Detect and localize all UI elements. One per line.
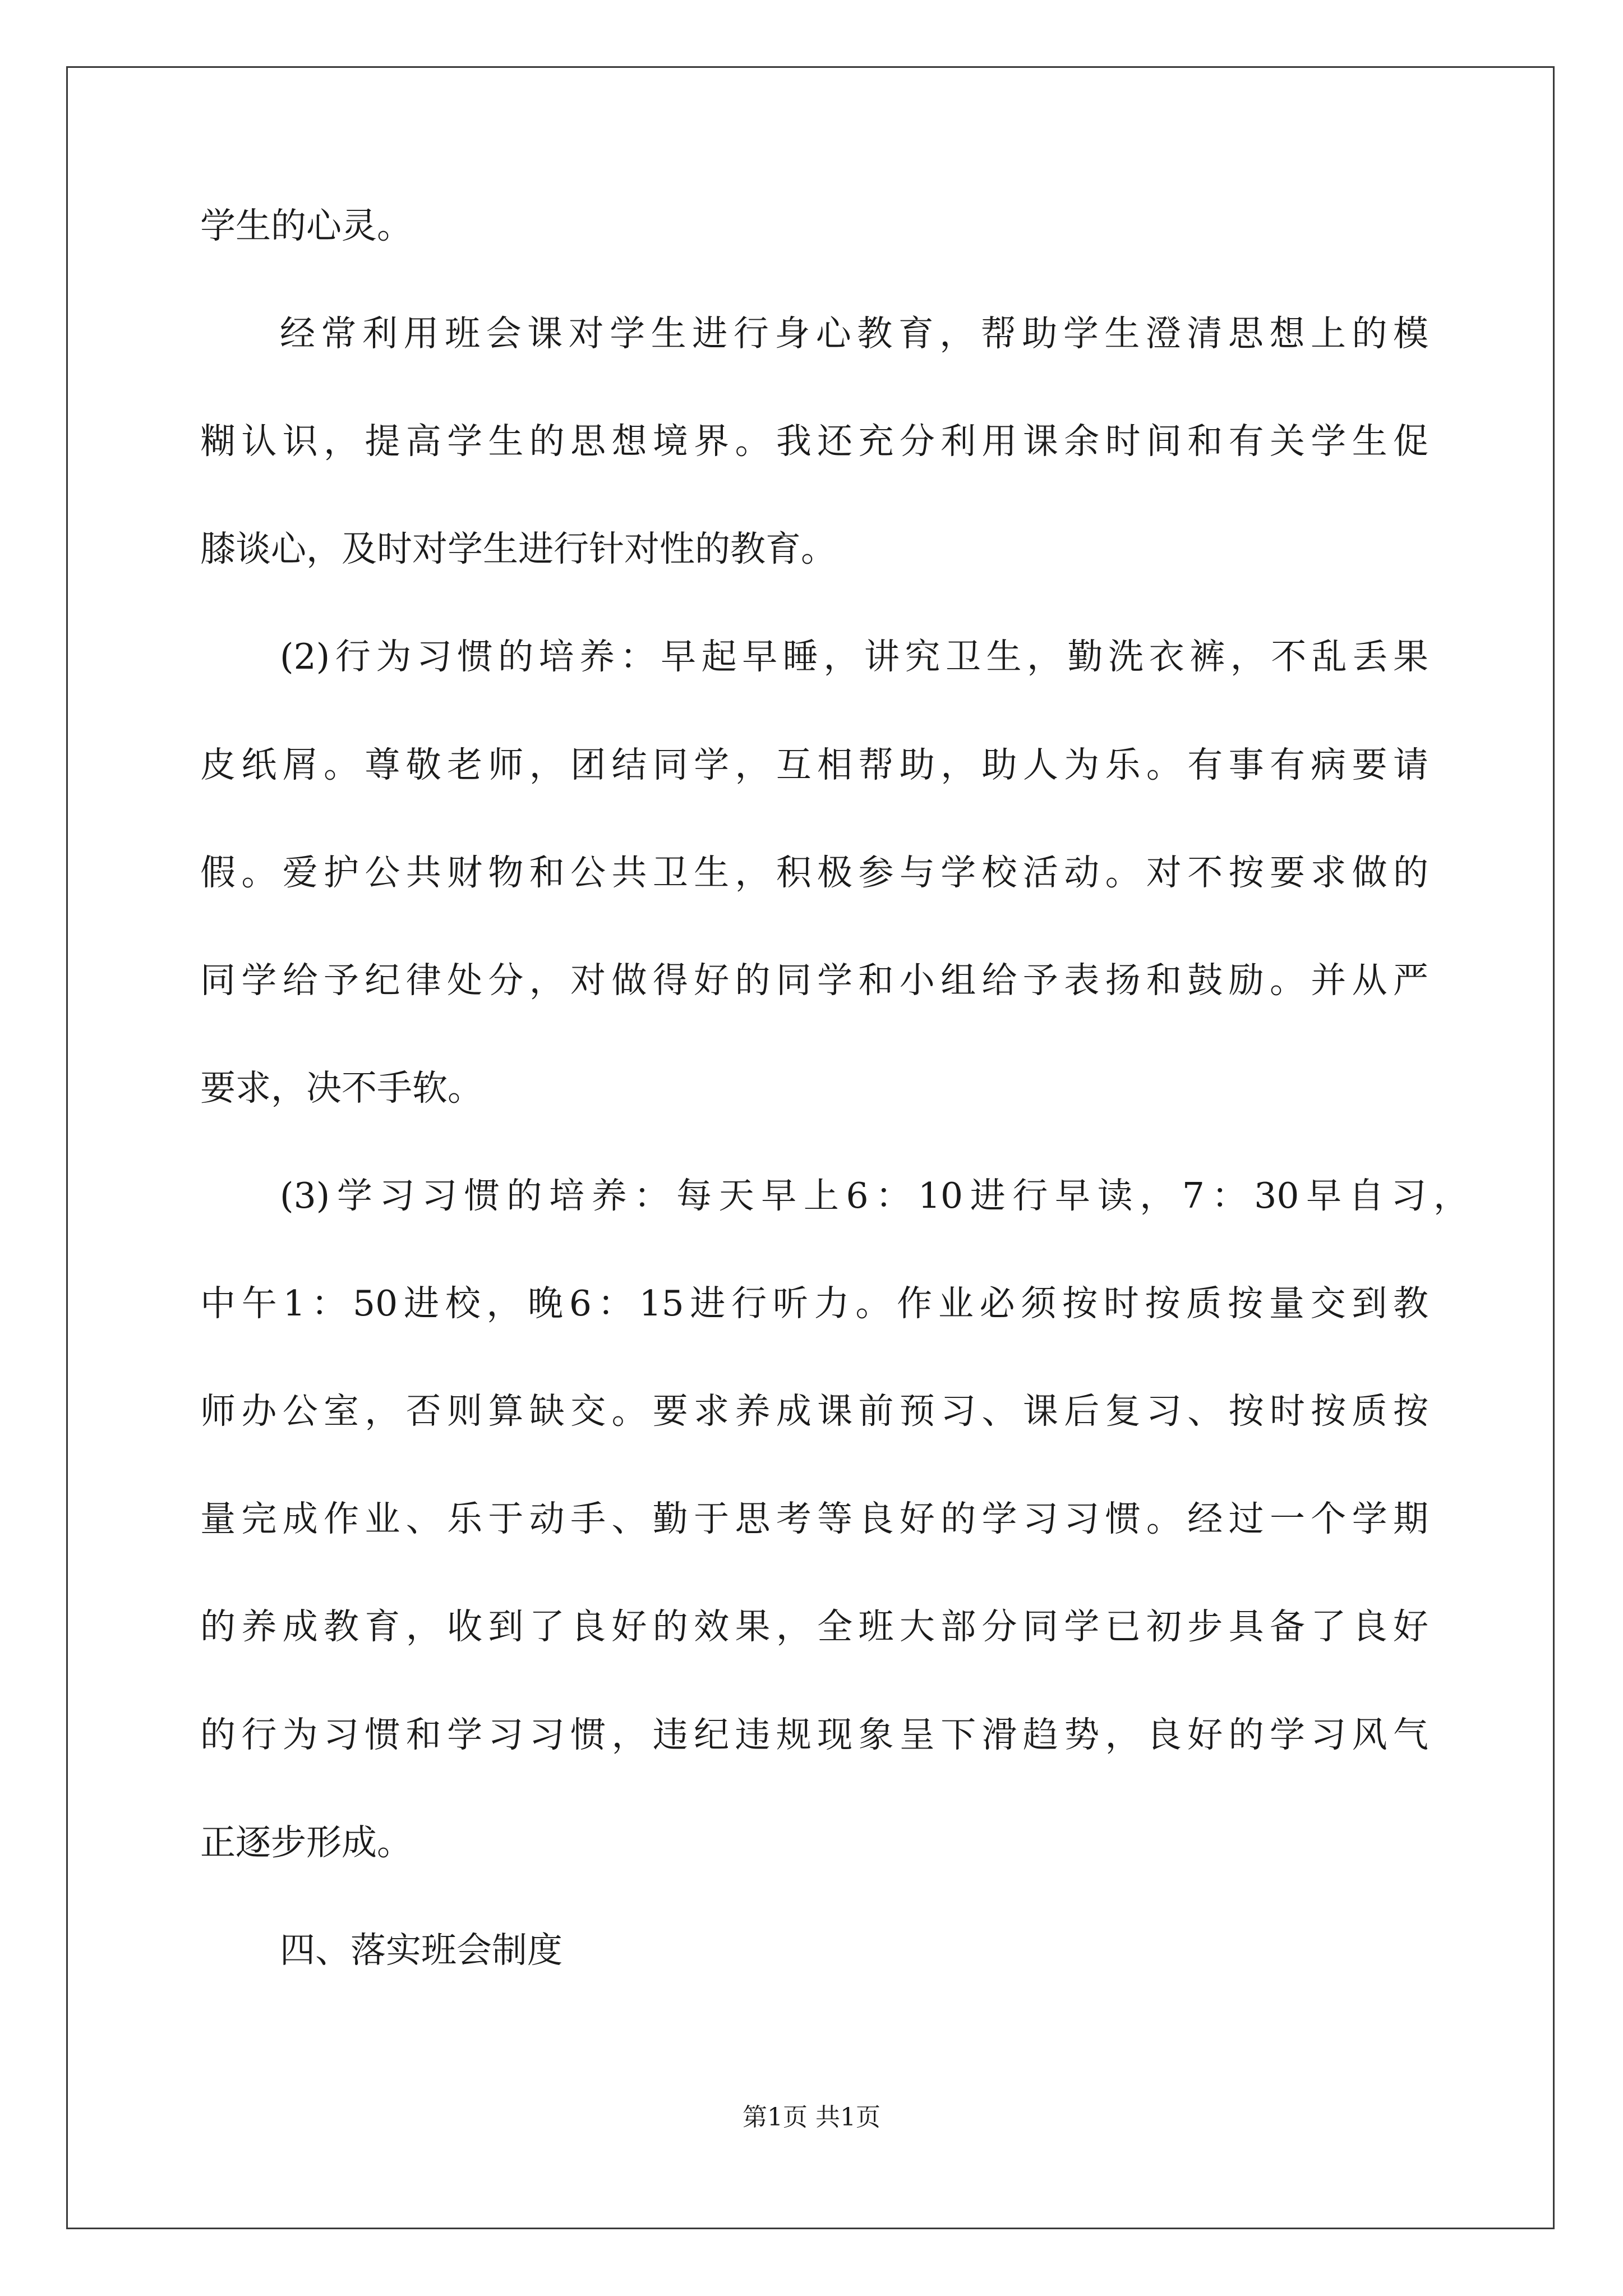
text-line: (2)行为习惯的培养：早起早睡，讲究卫生，勤洗衣裤，不乱丢果 [280, 636, 1428, 677]
text-line: 师办公室，否则算缺交。要求养成课前预习、课后复习、按时按质按 [200, 1391, 1428, 1432]
text-line: 经常利用班会课对学生进行身心教育，帮助学生澄清思想上的模 [280, 313, 1428, 354]
text-line: 量完成作业、乐于动手、勤于思考等良好的学习习惯。经过一个学期 [200, 1498, 1428, 1539]
text-line: 中午1：50进校，晚6：15进行听力。作业必须按时按质按量交到教 [200, 1283, 1428, 1324]
text-line: 的养成教育，收到了良好的效果，全班大部分同学已初步具备了良好 [200, 1606, 1428, 1647]
page-number: 第1页 共1页 [743, 2103, 880, 2132]
text-line: 的行为习惯和学习习惯，违纪违规现象呈下滑趋势，良好的学习风气 [200, 1714, 1428, 1755]
text-line: 要求，决不手软。 [200, 1068, 483, 1108]
text-line: 同学给予纪律处分，对做得好的同学和小组给予表扬和鼓励。并从严 [200, 960, 1428, 1001]
text-line: (3)学习习惯的培养：每天早上6：10进行早读，7：30早自习， [280, 1175, 1469, 1216]
text-line: 学生的心灵。 [200, 205, 412, 246]
text-line: 膝谈心，及时对学生进行针对性的教育。 [200, 528, 836, 569]
text-line: 皮纸屑。尊敬老师，团结同学，互相帮助，助人为乐。有事有病要请 [200, 744, 1428, 785]
text-line: 假。爱护公共财物和公共卫生，积极参与学校活动。对不按要求做的 [200, 852, 1428, 893]
text-line: 正逐步形成。 [200, 1822, 412, 1863]
text-line: 糊认识，提高学生的思想境界。我还充分利用课余时间和有关学生促 [200, 421, 1428, 462]
page-border [66, 66, 1555, 2229]
section-heading: 四、落实班会制度 [280, 1930, 562, 1971]
